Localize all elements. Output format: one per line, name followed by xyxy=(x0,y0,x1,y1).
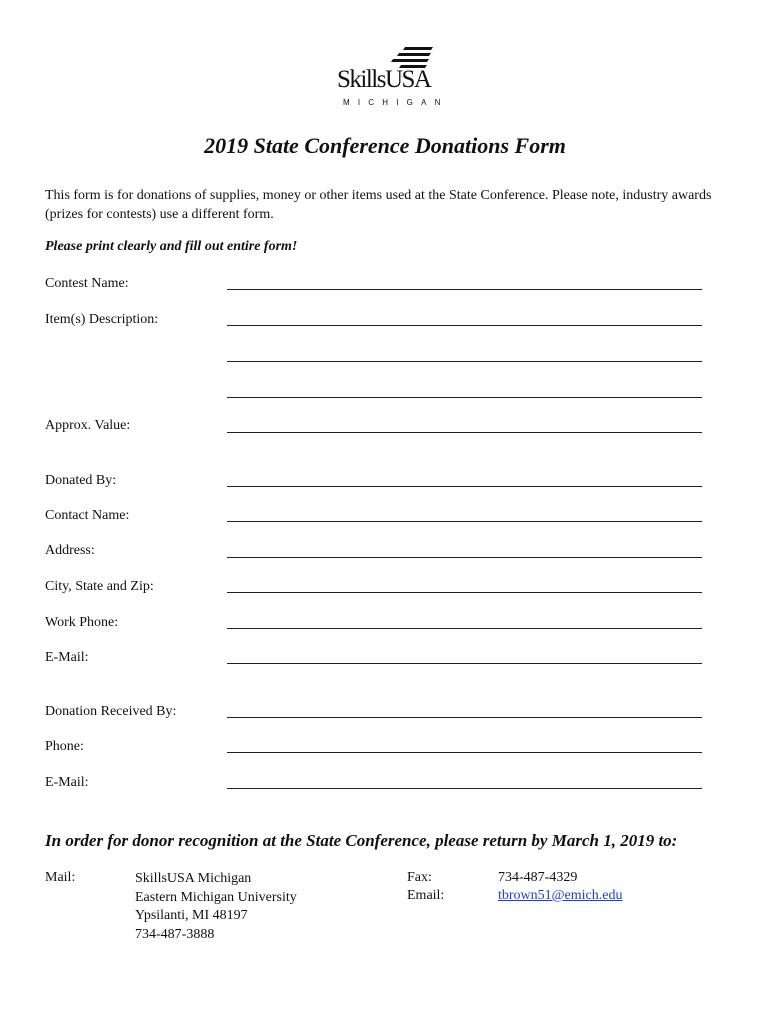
items-description-line-2[interactable] xyxy=(227,361,702,362)
contest-name-label: Contest Name: xyxy=(45,276,129,291)
items-description-line-3[interactable] xyxy=(227,397,702,398)
skillsusa-michigan-logo xyxy=(333,46,449,112)
contact-name-line[interactable] xyxy=(227,521,702,522)
phone-label: Phone: xyxy=(45,739,84,754)
email-label: E-Mail: xyxy=(45,650,89,665)
instruction-text: Please print clearly and fill out entire form! xyxy=(45,239,298,254)
logo-subtitle: MICHIGAN xyxy=(343,98,449,107)
city-state-zip-line[interactable] xyxy=(227,592,702,593)
contest-name-line[interactable] xyxy=(227,289,702,290)
fax-value: 734-487-4329 xyxy=(498,870,578,885)
phone-line[interactable] xyxy=(227,752,702,753)
address-label: Address: xyxy=(45,543,95,558)
approx-value-label: Approx. Value: xyxy=(45,418,131,433)
work-phone-label: Work Phone: xyxy=(45,615,119,630)
address-line-org: SkillsUSA Michigan xyxy=(135,871,252,886)
page-title: 2019 State Conference Donations Form xyxy=(204,133,566,158)
address-line-phone: 734-487-3888 xyxy=(135,926,215,942)
donation-received-by-line[interactable] xyxy=(227,717,702,718)
logo-wordmark: SkillsUSA xyxy=(337,66,431,93)
work-phone-line[interactable] xyxy=(227,628,702,629)
donated-by-label: Donated By: xyxy=(45,473,117,488)
donated-by-line[interactable] xyxy=(227,486,702,487)
mail-address xyxy=(135,870,297,944)
email2-line[interactable] xyxy=(227,788,702,789)
items-description-line-1[interactable] xyxy=(227,325,702,326)
address-line[interactable] xyxy=(227,557,702,558)
mail-label: Mail: xyxy=(45,870,76,885)
contact-name-label: Contact Name: xyxy=(45,508,130,523)
email2-label: E-Mail: xyxy=(45,775,89,790)
address-line-city: Ypsilanti, MI 48197 xyxy=(135,908,248,923)
city-state-zip-label: City, State and Zip: xyxy=(45,579,154,594)
return-heading: In order for donor recognition at the State Conference, please return by March 1, 2019 to: xyxy=(45,831,678,850)
donation-received-by-label: Donation Received By: xyxy=(45,704,177,719)
fax-label: Fax: xyxy=(407,870,432,885)
address-line-university: Eastern Michigan University xyxy=(135,889,297,905)
email-contact-label: Email: xyxy=(407,888,445,903)
email-line[interactable] xyxy=(227,663,702,664)
intro-text: This form is for donations of supplies, money or other items used at the State Conference. Please note, industry awards (prizes for contests) use a different form. xyxy=(45,188,712,222)
items-description-label: Item(s) Description: xyxy=(45,312,159,327)
approx-value-line[interactable] xyxy=(227,432,702,433)
email-contact-link[interactable]: tbrown51@emich.edu xyxy=(498,888,623,903)
